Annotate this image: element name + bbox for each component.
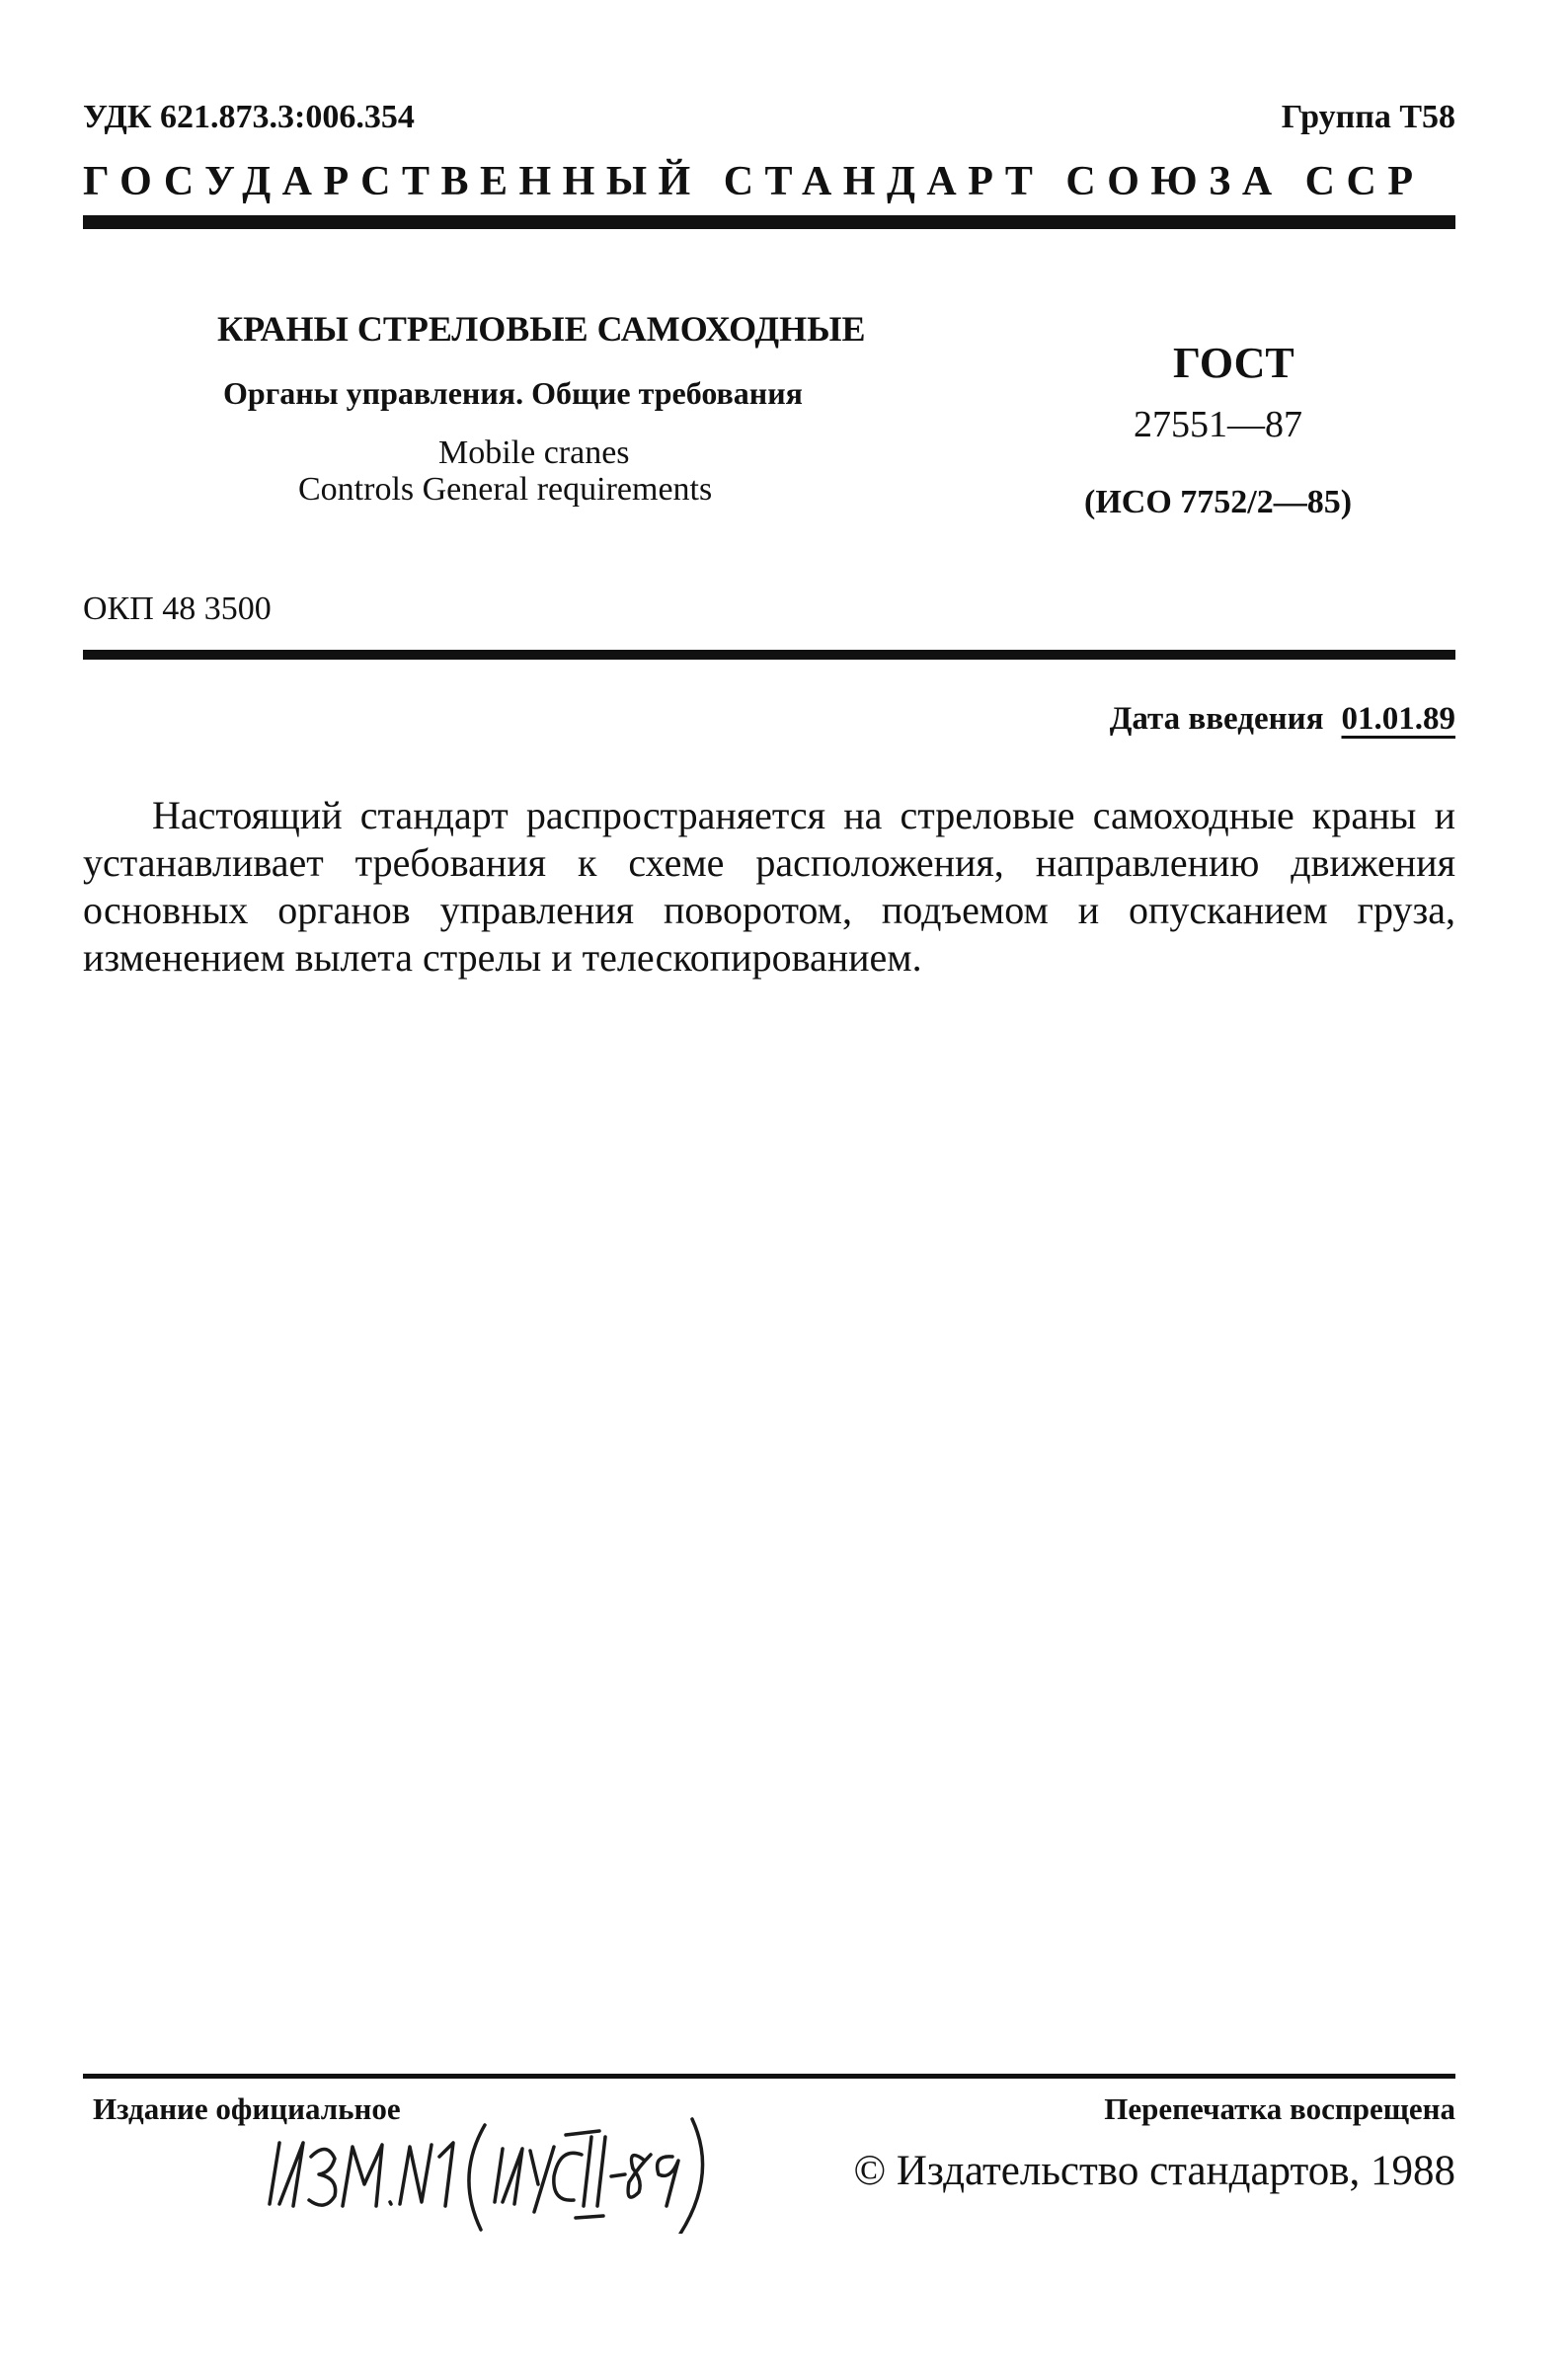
handwritten-amendment-note: [252, 2086, 745, 2234]
english-subtitle: Controls General requirements: [298, 471, 713, 508]
publisher-copyright: © Издательство стандартов, 1988: [853, 2148, 1455, 2194]
document-subtitle: Органы управления. Общие требования: [223, 375, 803, 411]
iso-reference: (ИСО 7752/2—85): [1084, 484, 1353, 520]
footer-divider: [83, 2074, 1455, 2079]
group-code: Группа Т58: [1281, 99, 1455, 135]
document-title: КРАНЫ СТРЕЛОВЫЕ САМОХОДНЫЕ: [217, 309, 866, 349]
udk-code: УДК 621.873.3:006.354: [83, 99, 415, 135]
top-divider: [83, 215, 1455, 229]
reprint-notice: Перепечатка воспрещена: [1104, 2091, 1455, 2126]
gost-number: 27551—87: [1134, 404, 1302, 445]
edition-label: Издание официальное: [93, 2091, 401, 2126]
intro-date: [1110, 701, 1455, 738]
body-paragraph: Настоящий стандарт распространяется на стреловые самоходные краны и устанавливает требования к схеме расположения, направлению движения основных органов управления поворотом, подъемом и опусканием груза, изменением вылета стрелы и телескопированием.: [83, 793, 1455, 980]
okp-code: ОКП 48 3500: [83, 591, 272, 627]
state-standard-heading: ГОСУДАРСТВЕННЫЙ СТАНДАРТ СОЮЗА ССР: [83, 159, 1425, 204]
intro-date-label: Дата введения: [1109, 701, 1324, 737]
intro-date-value: 01.01.89: [1341, 701, 1455, 737]
english-title: Mobile cranes: [438, 434, 630, 471]
gost-label: ГОСТ: [1173, 339, 1294, 387]
middle-divider: [83, 650, 1455, 660]
